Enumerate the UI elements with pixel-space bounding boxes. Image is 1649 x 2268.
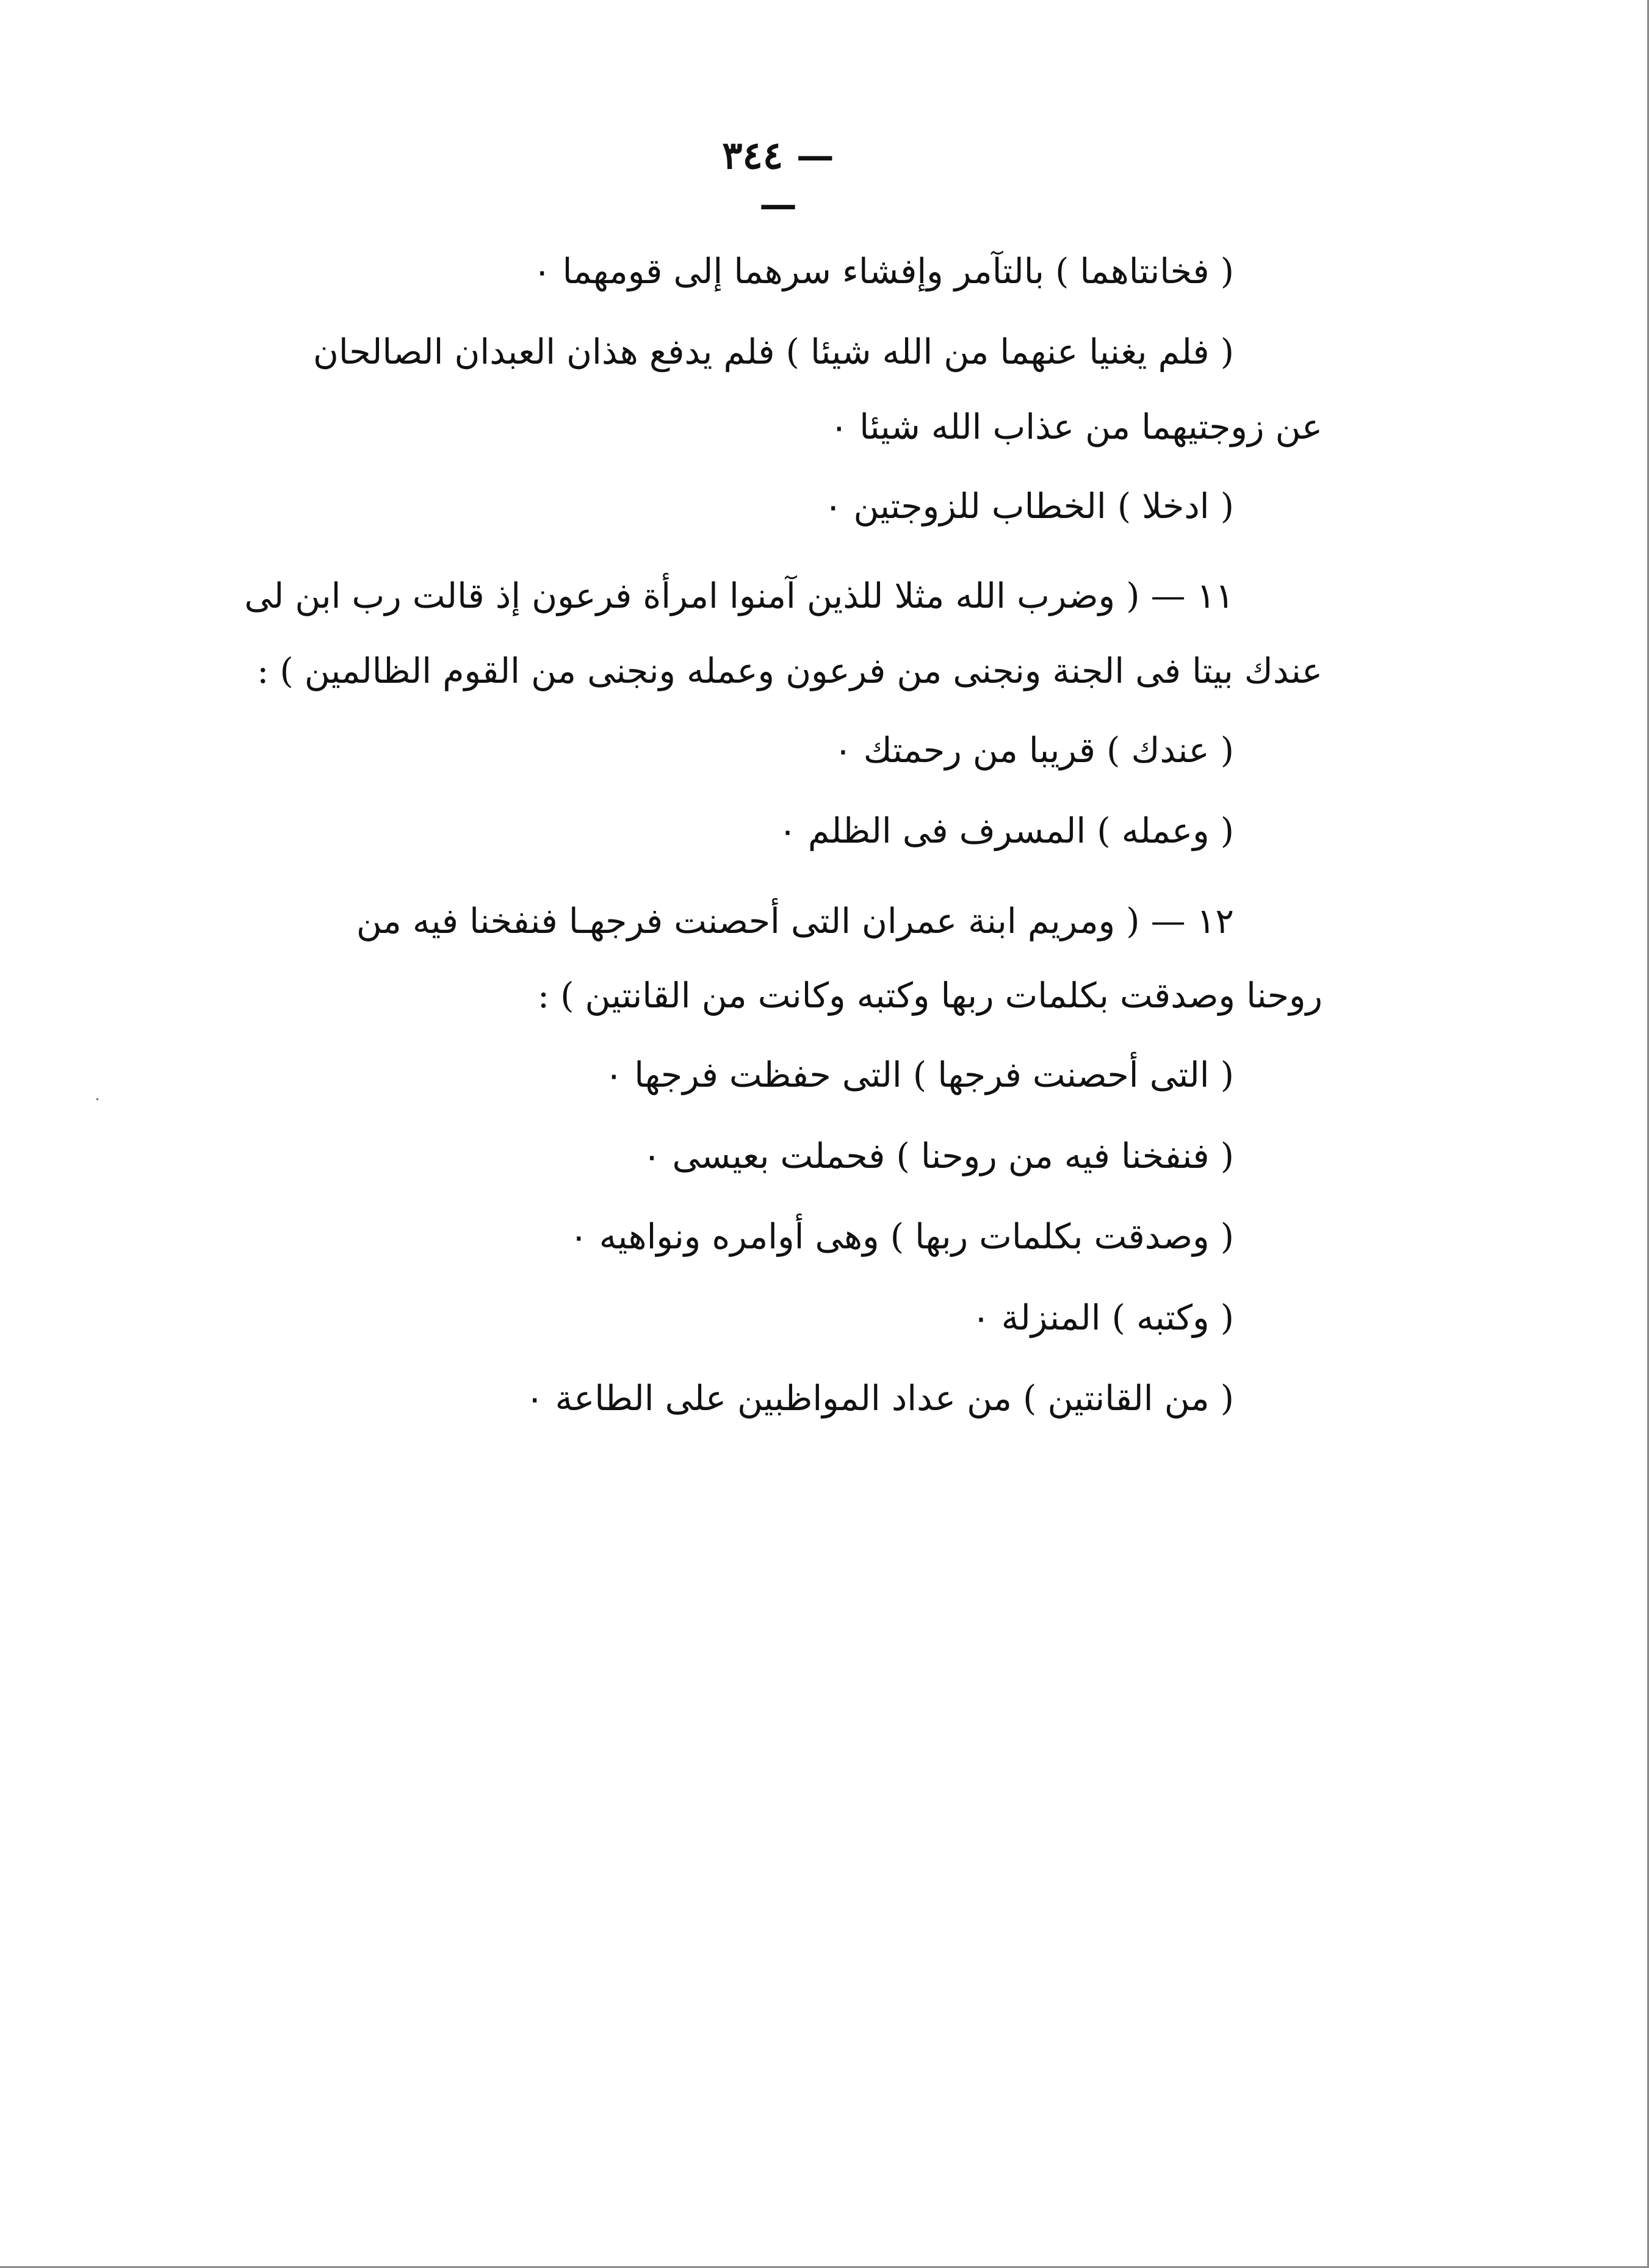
text-line: ( ادخلا ) الخطاب للزوجتين ٠ bbox=[823, 486, 1234, 527]
page-number: — ٣٤٤ — bbox=[722, 133, 834, 226]
text-line: ( فخانتاهما ) بالتآمر وإفشاء سرهما إلى قومهما ٠ bbox=[532, 251, 1234, 292]
text-line: ( وعمله ) المسرف فى الظلم ٠ bbox=[778, 811, 1234, 851]
scan-speck bbox=[96, 1098, 98, 1100]
text-line: ١٢ — ( ومريم ابنة عمران التى أحصنت فرجهـا فنفخنا فيه من bbox=[356, 901, 1234, 941]
text-line: روحنا وصدقت بكلمات ربها وكتبه وكانت من القانتين ) : bbox=[537, 976, 1322, 1016]
text-line: ( فلم يغنيا عنهما من الله شيئا ) فلم يدفع هذان العبدان الصالحان bbox=[313, 332, 1234, 372]
text-line: عن زوجتيهما من عذاب الله شيئا ٠ bbox=[829, 407, 1322, 447]
text-line: ( فنفخنا فيه من روحنا ) فحملت بعيسى ٠ bbox=[642, 1136, 1234, 1176]
text-line: ( وصدقت بكلمات ربها ) وهى أوامره ونواهيه ٠ bbox=[569, 1217, 1234, 1257]
text-line: عندك بيتا فى الجنة ونجنى من فرعون وعمله ونجنى من القوم الظالمين ) : bbox=[257, 651, 1322, 691]
text-line: ( وكتبه ) المنزلة ٠ bbox=[972, 1298, 1234, 1338]
text-line: ( من القانتين ) من عداد المواظبين على الطاعة ٠ bbox=[525, 1378, 1234, 1419]
text-line: ١١ — ( وضرب الله مثلا للذين آمنوا امرأة فرعون إذ قالت رب ابن لى bbox=[244, 576, 1234, 616]
text-line: ( التى أحصنت فرجها ) التى حفظت فرجها ٠ bbox=[604, 1055, 1234, 1095]
text-line: ( عندك ) قريبا من رحمتك ٠ bbox=[834, 730, 1234, 771]
